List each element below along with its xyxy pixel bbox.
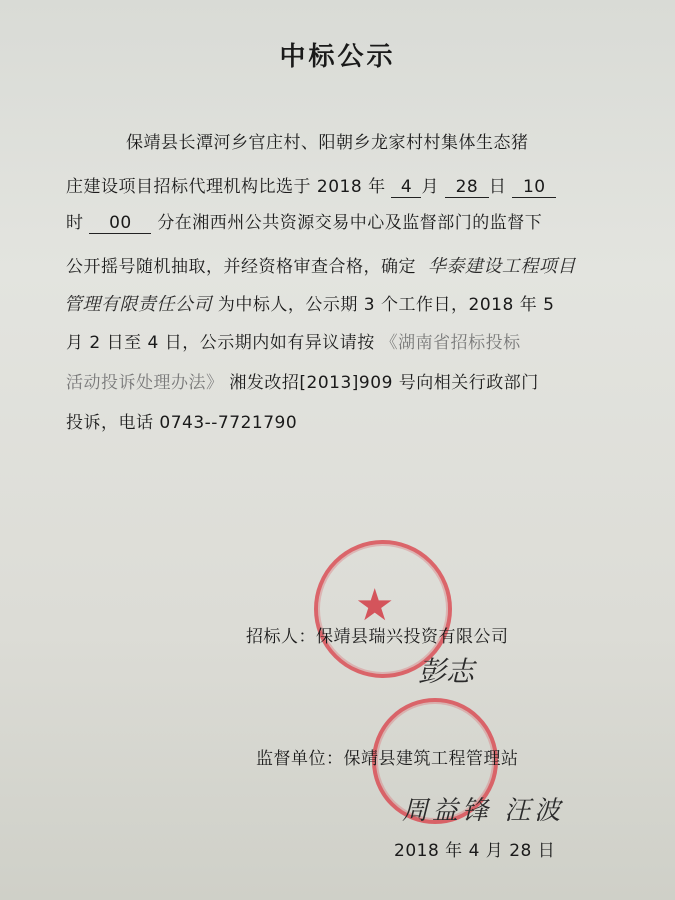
body-line-7-text: 湘发改招[2013]909 号向相关行政部门	[229, 373, 539, 393]
supervisor-label: 监督单位：	[256, 749, 344, 769]
day-blank: 28	[445, 177, 489, 198]
hour-unit: 时	[66, 213, 84, 233]
tenderer-signature: 彭志	[418, 655, 475, 688]
tenderer-label: 招标人：	[246, 627, 316, 647]
supervisor-name: 保靖县建筑工程管理站	[343, 749, 519, 769]
body-line-8: 投诉，电话 0743--7721790	[66, 413, 298, 433]
body-line-7	[66, 368, 539, 393]
month-unit: 月	[421, 177, 439, 197]
body-line-6-text: 月 2 日至 4 日，公示期内如有异议请按	[66, 333, 375, 353]
tenderer-row	[246, 622, 509, 647]
body-line-3	[66, 208, 542, 234]
body-line-4	[66, 252, 576, 278]
body-line-5-text: 为中标人，公示期 3 个工作日，2018 年 5	[217, 295, 555, 315]
body-line-4-text: 公开摇号随机抽取，并经资格审查合格，确定	[66, 257, 416, 277]
body-line-1: 保靖县长潭河乡官庄村、阳朝乡龙家村村集体生态猪	[126, 133, 529, 153]
seal-star-icon: ★	[355, 580, 395, 631]
handwritten-winner-part-1: 华泰建设工程项目	[427, 256, 576, 277]
body-line-7-faint: 活动投诉处理办法》	[66, 373, 224, 393]
day-unit: 日	[488, 177, 507, 197]
supervisor-row	[256, 744, 519, 769]
notice-date: 2018 年 4 月 28 日	[394, 841, 556, 861]
minute-blank: 00	[89, 213, 151, 234]
tenderer-name: 保靖县瑞兴投资有限公司	[316, 627, 509, 647]
hour-blank: 10	[512, 177, 556, 198]
handwritten-winner-part-2: 管理有限责任公司	[64, 294, 212, 315]
body-line-2	[66, 172, 556, 198]
body-line-2-text: 庄建设项目招标代理机构比选于 2018 年	[66, 177, 386, 197]
month-blank: 4	[391, 177, 421, 198]
supervisor-signature: 周益锋 汪波	[402, 796, 565, 826]
page-title: 中标公示	[279, 42, 396, 72]
faint-reference-text: 《湖南省招标投标	[380, 333, 521, 353]
body-line-5	[64, 290, 554, 316]
body-line-3-text: 分在湘西州公共资源交易中心及监督部门的监督下	[157, 213, 543, 233]
body-line-6	[66, 328, 521, 353]
